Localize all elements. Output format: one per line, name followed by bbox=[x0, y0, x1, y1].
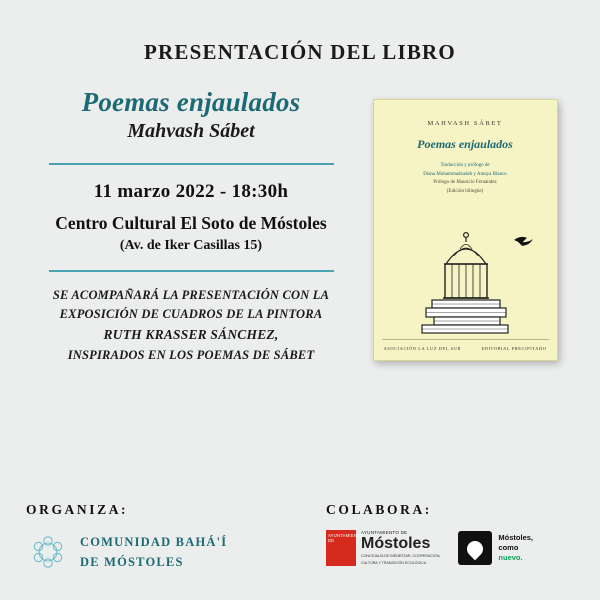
como-nuevo-line-2: como bbox=[498, 543, 519, 553]
cover-footer bbox=[384, 346, 547, 351]
cover-credit-1: Traducción y prólogo de bbox=[440, 163, 490, 168]
note-painter-name: RUTH KRASSER SÁNCHEZ, bbox=[103, 326, 279, 342]
mostoles-top-text: AYUNTAMIENTO DE bbox=[361, 530, 408, 536]
colabora-block bbox=[326, 502, 574, 574]
mostoles-red-mark: AYUNTAMIENTO DE bbox=[326, 530, 356, 566]
como-nuevo-line-1: Móstoles, bbox=[498, 533, 534, 543]
mostoles-dept-line-2: CULTURA Y TRANSICIÓN ECOLÓGICA bbox=[361, 560, 427, 565]
cover-credit-4: (Edición bilingüe) bbox=[446, 188, 484, 194]
como-nuevo-wordmark bbox=[498, 533, 533, 562]
cover-credit-3: Prólogo de Mauricio Fernández bbox=[433, 180, 497, 185]
organiza-row bbox=[26, 530, 326, 574]
event-datetime: 11 marzo 2022 - 18:30h bbox=[93, 181, 289, 202]
note-line-2: EXPOSICIÓN DE CUADROS DE LA PINTORA bbox=[59, 307, 323, 322]
cover-credits bbox=[374, 162, 557, 196]
info-column bbox=[22, 87, 352, 365]
mostoles-dept-line-1: CONCEJALÍA DE BIENESTAR, COOPERACIÓN, bbox=[361, 554, 441, 559]
cover-author: MAHVASH SÁBET bbox=[427, 120, 503, 127]
mostoles-como-nuevo-logo bbox=[458, 531, 533, 565]
divider-top bbox=[49, 163, 334, 165]
como-nuevo-line-3: nuevo. bbox=[498, 552, 523, 562]
mostoles-name: Móstoles bbox=[361, 535, 431, 553]
organiza-name-line-2: DE MÓSTOLES bbox=[80, 555, 184, 569]
exhibition-note bbox=[30, 286, 352, 365]
cover-footer-left: ASOCIACIÓN LA LUZ DEL SUR bbox=[383, 346, 462, 351]
poster-footer bbox=[0, 502, 600, 574]
organiza-name-line-1: COMUNIDAD BAHÁ'Í bbox=[80, 535, 228, 549]
note-line-1: SE ACOMPAÑARÁ LA PRESENTACIÓN CON LA bbox=[52, 288, 330, 302]
book-title: Poemas enjaulados bbox=[81, 87, 301, 117]
event-venue: Centro Cultural El Soto de Móstoles bbox=[55, 213, 327, 233]
bahai-nine-pointed-star-icon bbox=[26, 530, 70, 574]
cover-credit-2: Diana Mohammadzadeh y Amaya Blanco bbox=[423, 171, 507, 177]
divider-bottom bbox=[49, 270, 334, 272]
book-cover-column bbox=[352, 87, 578, 361]
organiza-name bbox=[80, 532, 227, 572]
organiza-block bbox=[26, 502, 326, 574]
colabora-logos bbox=[326, 530, 574, 566]
note-line-4: INSPIRADOS EN LOS POEMAS DE SÁBET bbox=[67, 347, 315, 362]
cover-footer-right: EDITORIAL PRECIPITADO bbox=[481, 346, 547, 351]
ayuntamiento-mostoles-logo bbox=[326, 530, 440, 566]
cover-title: Poemas enjaulados bbox=[417, 137, 513, 151]
book-author: Mahvash Sábet bbox=[127, 120, 255, 142]
birdcage-on-books-illustration bbox=[374, 216, 558, 336]
organiza-label: ORGANIZA: bbox=[26, 502, 129, 517]
book-cover-image bbox=[373, 99, 558, 361]
mostoles-wordmark bbox=[356, 530, 440, 566]
page-title: PRESENTACIÓN DEL LIBRO bbox=[144, 40, 456, 64]
main-content bbox=[0, 65, 600, 365]
colabora-label: COLABORA: bbox=[326, 502, 432, 517]
cover-footer-rule bbox=[382, 339, 549, 340]
event-address: (Av. de Iker Casillas 15) bbox=[119, 238, 263, 253]
como-nuevo-mark-icon bbox=[458, 531, 492, 565]
